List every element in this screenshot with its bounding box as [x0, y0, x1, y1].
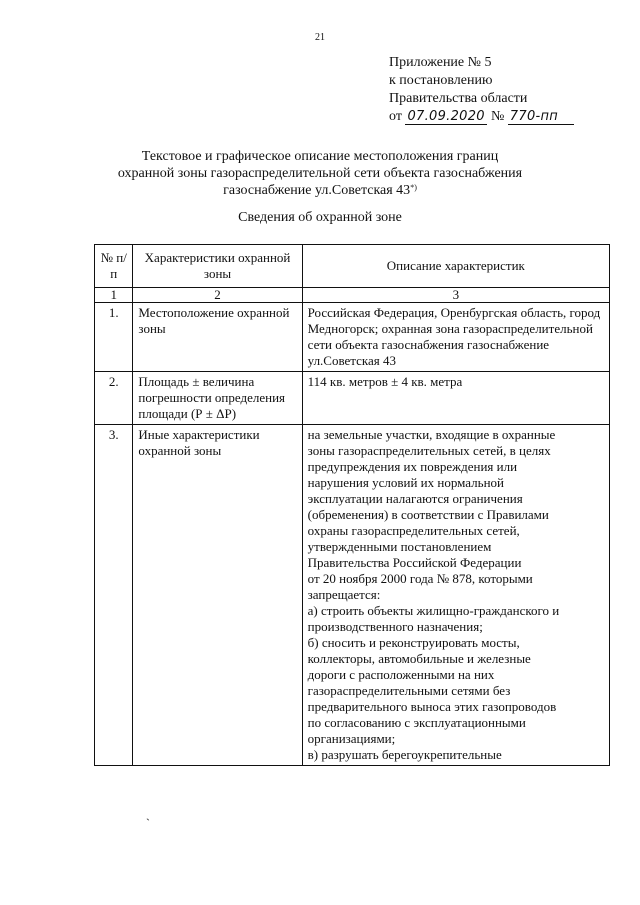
appendix-line-2: к постановлению [389, 73, 493, 88]
description-line: на земельные участки, входящие в охранные [307, 427, 556, 442]
description-line: коллекторы, автомобильные и железные [307, 651, 531, 666]
description-line: (обременения) в соответствии с Правилами [307, 507, 549, 522]
appendix-line-1: Приложение № 5 [389, 55, 492, 70]
document-title [60, 148, 580, 199]
description-line: а) строить объекты жилищно-гражданского и [307, 603, 560, 618]
description-line: производственного назначения; [307, 619, 483, 634]
title-line-2: охранной зоны газораспределительной сети объекта газоснабжения [117, 166, 523, 181]
row-characteristic: Иные характеристики охранной зоны [133, 425, 302, 766]
description-line: нарушения условий их нормальной [307, 475, 504, 490]
description-line: зоны газораспределительных сетей, в целях [307, 443, 551, 458]
page-number: 21 [315, 32, 325, 43]
row-characteristic: Площадь ± величина погрешности определения площади (Р ± ΔР) [133, 372, 302, 425]
description-line: утвержденными постановлением [307, 539, 492, 554]
table-header-row [95, 245, 610, 288]
appendix-block [389, 54, 574, 126]
header-description: Описание характеристик [302, 245, 609, 288]
description-line: эксплуатации налагаются ограничения [307, 491, 523, 506]
number-label: № [490, 109, 505, 124]
description-line: запрещается: [307, 587, 381, 602]
section-title: Сведения об охранной зоне [238, 210, 402, 225]
description-line: б) сносить и реконструировать мосты, [307, 635, 520, 650]
appendix-line-3: Правительства области [389, 91, 528, 106]
table-row [95, 425, 610, 766]
col-number-2: 2 [133, 288, 302, 303]
zone-info-table [94, 244, 610, 766]
title-line-3 [60, 182, 580, 199]
col-number-1: 1 [95, 288, 133, 303]
description-line: в) разрушать берегоукрепительные [307, 747, 502, 762]
stray-mark: ` [146, 816, 150, 830]
ot-label: от [389, 109, 402, 124]
description-line: по согласованию с эксплуатационными [307, 715, 526, 730]
header-characteristics: Характеристики охранной зоны [133, 245, 302, 288]
description-line: организациями; [307, 731, 396, 746]
title-line-3-text: газоснабжение ул.Советская 43 [223, 183, 411, 198]
table-row [95, 303, 610, 372]
description-line: охраны газораспределительных сетей, [307, 523, 520, 538]
appendix-date-line [389, 108, 574, 126]
handwritten-date: 07.09.2020 [405, 110, 487, 125]
description-line: дороги с расположенными на них [307, 667, 495, 682]
table-row [95, 372, 610, 425]
row-description: 114 кв. метров ± 4 кв. метра [302, 372, 609, 425]
description-line: газораспределительными сетями без [307, 683, 511, 698]
row-description [302, 425, 609, 766]
handwritten-number: 770-пп [508, 110, 574, 125]
row-number: 3. [95, 425, 133, 766]
footnote-mark: *) [410, 183, 417, 192]
row-description: Российская Федерация, Оренбургская область, город Медногорск; охранная зона газораспределительной сети объекта газоснабжения газоснабжение ул.Советская 43 [302, 303, 609, 372]
title-line-1: Текстовое и графическое описание местоположения границ [141, 149, 499, 164]
row-number: 1. [95, 303, 133, 372]
row-number: 2. [95, 372, 133, 425]
header-number: № п/п [95, 245, 133, 288]
column-number-row [95, 288, 610, 303]
col-number-3: 3 [302, 288, 609, 303]
description-line: предупреждения их повреждения или [307, 459, 518, 474]
description-line: предварительного выноса этих газопроводов [307, 699, 557, 714]
description-line: Правительства Российской Федерации [307, 555, 522, 570]
description-line: от 20 ноября 2000 года № 878, которыми [307, 571, 533, 586]
row-characteristic: Местоположение охранной зоны [133, 303, 302, 372]
